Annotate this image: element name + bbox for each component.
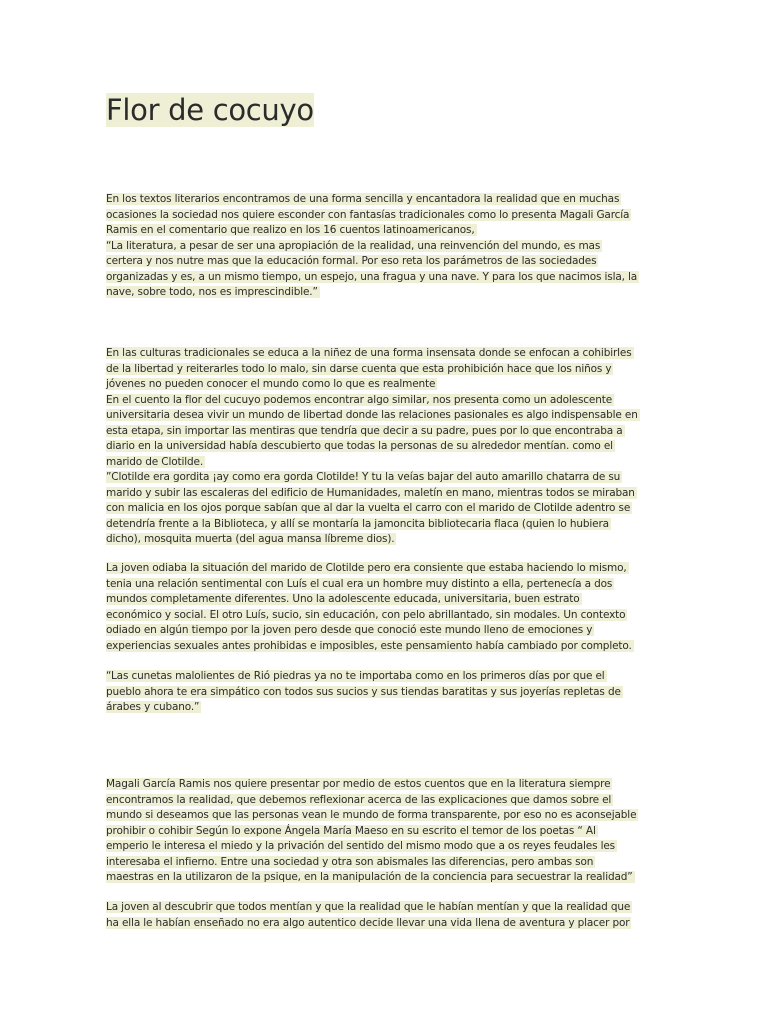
paragraph-5: [106, 777, 658, 886]
text-line-content: odiado en algún tiempo por la joven pero desde que conoció este mundo lleno de emociones y: [106, 624, 593, 636]
paragraph-2: [106, 346, 658, 548]
text-line-content: “Las cunetas malolientes de Rió piedras ya no te importaba como en los primeros días por que el: [106, 670, 605, 682]
text-line-content: experiencias sexuales antes prohibidas e imposibles, este pensamiento había cambiado por completo.: [106, 639, 632, 652]
text-line: [106, 916, 658, 932]
text-line-content: árabes y cubano.”: [106, 701, 200, 713]
text-line-content: tenia una relación sentimental con Luís el cual era un hombre muy distinto a ella, pertenecía a dos: [106, 577, 613, 590]
text-line: [106, 486, 658, 502]
text-line: [106, 455, 658, 471]
text-line-content: nave, sobre todo, nos es imprescindible.”: [106, 286, 318, 298]
text-line: [106, 192, 658, 208]
text-line: [106, 424, 658, 440]
text-line: [106, 561, 658, 577]
text-line-content: universitaria desea vivir un mundo de libertad donde las relaciones pasionales es algo indispensable en: [106, 409, 638, 421]
text-line-content: detendría frente a la Biblioteca, y allí se montaría la jamoncita bibliotecaria flaca (quien lo hubiera: [106, 517, 609, 530]
text-line-content: de la libertad y reiterarles todo lo malo, sin darse cuenta que esta prohibición hace que los niños y: [106, 362, 612, 375]
text-line: [106, 839, 658, 855]
text-line-content: En el cuento la flor del cucuyo podemos encontrar algo similar, nos presenta como un adolescente: [106, 393, 613, 406]
text-line: [106, 669, 658, 685]
text-line: [106, 793, 658, 809]
text-line: [106, 808, 658, 824]
paragraph-6: [106, 900, 658, 931]
text-line: [106, 254, 658, 270]
text-line-content: maestras en la utilizaron de la psique, en la manipulación de la conciencia para secuestrar la realidad”: [106, 871, 633, 883]
text-line: [106, 377, 658, 393]
text-line-content: “La literatura, a pesar de ser una apropiación de la realidad, una reinvención del mundo, es mas: [106, 239, 601, 252]
text-line: [106, 592, 658, 608]
text-line: [106, 685, 658, 701]
text-line: [106, 362, 658, 378]
text-line-content: En los textos literarios encontramos de una forma sencilla y encantadora la realidad que en muchas: [106, 193, 620, 205]
text-line-content: diario en la universidad había descubierto que todas la personas de su alrededor mentían. como el: [106, 440, 613, 452]
text-line: [106, 408, 658, 424]
text-line: [106, 346, 658, 362]
text-line: [106, 700, 658, 716]
text-line-content: La joven al descubrir que todos mentían y que la realidad que le habían mentían y que la realidad que: [106, 901, 631, 913]
text-line: [106, 517, 658, 533]
text-line-content: mundos completamente diferentes. Uno la adolescente educada, universitaria, buen estrato: [106, 593, 580, 605]
text-line-content: marido de Clotilde.: [106, 455, 204, 468]
text-line: [106, 855, 658, 871]
text-line: [106, 223, 658, 239]
text-line-content: Magali García Ramis nos quiere presentar por medio de estos cuentos que en la literatura siempre: [106, 778, 611, 790]
text-line: [106, 608, 658, 624]
text-line-content: económico y social. El otro Luís, sucio, sin educación, con pelo abrillantado, sin modales. Un contexto: [106, 608, 626, 621]
document-title: [106, 91, 314, 129]
text-line-content: prohibir o cohibir Según lo expone Ángela María Maeso en su escrito el temor de los poetas “ Al: [106, 824, 596, 837]
paragraph-4: [106, 669, 658, 716]
text-line: [106, 577, 658, 593]
text-line: [106, 470, 658, 486]
text-line-content: La joven odiaba la situación del marido de Clotilde pero era consiente que estaba haciendo lo mismo,: [106, 562, 627, 574]
text-line-content: dicho), mosquita muerta (del agua mansa líbreme dios).: [106, 533, 395, 545]
text-line-content: con malicia en los ojos porque sabían que al dar la vuelta el carro con el marido de Clotilde adentro se: [106, 502, 631, 514]
text-line: [106, 870, 658, 886]
text-line-content: organizadas y es, a un mismo tiempo, un espejo, una fragua y una nave. Y para los que nacimos isla, la: [106, 270, 638, 283]
text-line-content: emperio le interesa el miedo y la privación del sentido del mismo modo que a os reyes feudales les: [106, 840, 615, 852]
text-line-content: pueblo ahora te era simpático con todos sus sucios y sus tiendas baratitas y sus joyerías repletas de: [106, 685, 621, 698]
text-line: [106, 777, 658, 793]
text-line: [106, 900, 658, 916]
text-line: [106, 439, 658, 455]
text-line-content: Ramis en el comentario que realizo en los 16 cuentos latinoamericanos,: [106, 224, 475, 236]
text-line-content: encontramos la realidad, que debemos reflexionar acerca de las explicaciones que damos sobre el: [106, 793, 612, 806]
text-line: [106, 285, 658, 301]
text-line: [106, 501, 658, 517]
text-line: [106, 208, 658, 224]
text-line: [106, 532, 658, 548]
document-title-text: Flor de cocuyo: [106, 93, 314, 127]
text-line-content: certera y nos nutre mas que la educación formal. Por eso reta los parámetros de las sociedades: [106, 255, 597, 267]
text-line-content: esta etapa, sin importar las mentiras que tendría que decir a su padre, pues por lo que encontraba a: [106, 424, 623, 437]
text-line: [106, 393, 658, 409]
text-line-content: ha ella le habían enseñado no era algo autentico decide llevar una vida llena de aventura y placer por: [106, 916, 630, 929]
text-line-content: marido y subir las escaleras del edificio de Humanidades, maletín en mano, mientras todos se miraban: [106, 486, 635, 499]
text-line-content: mundo si deseamos que las personas vean le mundo de forma transparente, por eso no es aconsejable: [106, 809, 637, 821]
text-line-content: ocasiones la sociedad nos quiere esconder con fantasías tradicionales como lo presenta Magali García: [106, 208, 630, 221]
text-line-content: jóvenes no pueden conocer el mundo como lo que es realmente: [106, 378, 436, 390]
paragraph-3: [106, 561, 658, 654]
text-line-content: interesaba el infierno. Entre una sociedad y otra son abismales las diferencias, pero ambas son: [106, 855, 594, 868]
text-line: [106, 623, 658, 639]
text-line: [106, 270, 658, 286]
text-line: [106, 239, 658, 255]
text-line: [106, 824, 658, 840]
text-line-content: ”Clotilde era gordita ¡ay como era gorda Clotilde! Y tu la veías bajar del auto amarillo chatarra de su: [106, 471, 621, 483]
paragraph-1: [106, 192, 658, 301]
text-line: [106, 639, 658, 655]
text-line-content: En las culturas tradicionales se educa a la niñez de una forma insensata donde se enfocan a cohibirles: [106, 347, 632, 359]
